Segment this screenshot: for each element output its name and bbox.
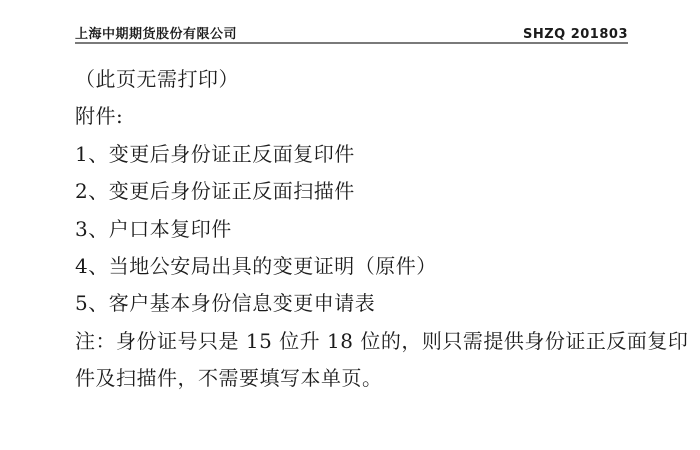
attachment-item: 2、变更后身份证正反面扫描件 xyxy=(75,179,355,204)
document-body xyxy=(75,61,689,398)
note-line: 件及扫描件，不需要填写本单页。 xyxy=(75,366,383,391)
attachment-item: 4、当地公安局出具的变更证明（原件） xyxy=(75,253,437,278)
note-line: 注：身份证号只是 15 位升 18 位的，则只需提供身份证正反面复印 xyxy=(75,328,689,353)
attachment-item: 3、户口本复印件 xyxy=(75,216,232,241)
attachments-label: 附件: xyxy=(75,104,124,129)
attachment-item: 5、客户基本身份信息变更申请表 xyxy=(75,291,376,316)
page-header xyxy=(75,21,628,42)
header-divider xyxy=(75,42,628,44)
company-name: 上海中期期货股份有限公司 xyxy=(75,27,238,42)
attachment-item: 1、变更后身份证正反面复印件 xyxy=(75,141,355,166)
no-print-notice: （此页无需打印） xyxy=(75,67,239,91)
form-code: SHZQ 201803 xyxy=(522,27,628,42)
